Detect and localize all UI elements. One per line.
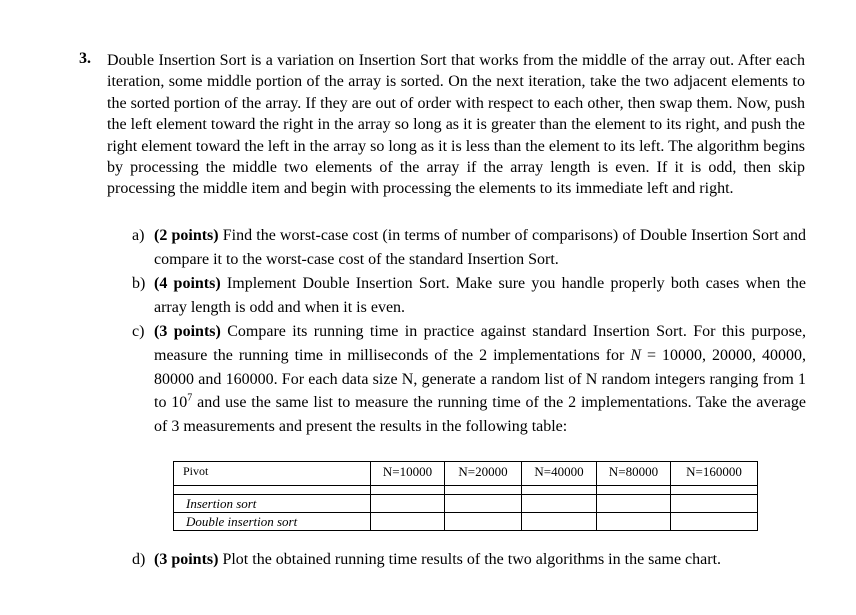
part-c-body-2: = 10000, 20000, 40000, 80000 and 160000. For each data size N, generate a random list of N random integers ranging from 1 to 10 (154, 346, 806, 412)
table-cell (445, 513, 522, 531)
table-col-header: N=40000 (522, 462, 597, 486)
part-b (132, 272, 806, 319)
part-c (132, 320, 806, 439)
part-c-exponent: 7 (187, 393, 193, 405)
part-b-points: (4 points) (154, 275, 221, 292)
table-header-label: Pivot (174, 462, 371, 486)
table-cell (671, 513, 758, 531)
part-a-body: Find the worst-case cost (in terms of number of comparisons) of Double Insertion Sort and compare it to the worst-case cost of the standard Insertion Sort. (154, 227, 807, 268)
table-col-header: N=10000 (371, 462, 445, 486)
table-cell (597, 513, 671, 531)
part-c-body-1: Compare its running time in practice against standard Insertion Sort. For this purpose, measure the running time in milliseconds of the 2 implementations for (154, 323, 806, 364)
part-d-text (154, 548, 806, 572)
table-row-label: Insertion sort (174, 495, 371, 513)
part-c-body-3: and use the same list to measure the running time of the 2 implementations. Take the average of 3 measurements and present the results in the following table: (154, 394, 806, 436)
part-c-var-n: N (630, 346, 642, 364)
part-d (132, 548, 806, 572)
table-spacer-row (174, 486, 758, 495)
table-cell (445, 486, 522, 495)
table-cell (522, 513, 597, 531)
part-a-points: (2 points) (154, 227, 219, 244)
table-col-header: N=20000 (445, 462, 522, 486)
table-cell (445, 495, 522, 513)
table-cell (371, 495, 445, 513)
part-a-text (154, 224, 806, 271)
table-row (174, 513, 758, 531)
part-b-body: Implement Double Insertion Sort. Make sure you handle properly both cases when the array length is odd and when it is even. (154, 275, 806, 316)
table-cell (597, 486, 671, 495)
part-d-body: Plot the obtained running time results of the two algorithms in the same chart. (218, 551, 722, 568)
part-a (132, 224, 806, 271)
part-c-label: c) (132, 323, 145, 340)
table-row-label: Double insertion sort (174, 513, 371, 531)
question-body: Double Insertion Sort is a variation on Insertion Sort that works from the middle of the array out. After each iteration, some middle portion of the array is sorted. On the next iteration, take the two adjacent elements to the sorted portion of the array. If they are out of order with respect to each other, then swap them. Now, push the left element toward the right in the array so long as it is greater than the element to its right, and push the right element toward the left in the array so long as it is less than the element to its left. The algorithm begins by processing the middle two elements of the array if the array length is even. If it is odd, then skip processing the middle item and begin with processing the elements to its immediate left and right. (107, 52, 805, 198)
table-col-header: N=160000 (671, 462, 758, 486)
part-c-text (154, 320, 806, 439)
table-header-row (174, 462, 758, 486)
table-cell (597, 495, 671, 513)
results-table (173, 461, 758, 531)
table-cell (522, 486, 597, 495)
table-cell (371, 486, 445, 495)
part-a-label: a) (132, 227, 145, 244)
part-d-points: (3 points) (154, 551, 219, 568)
part-d-label: d) (132, 551, 146, 568)
question-number: 3. (79, 50, 91, 67)
table-cell (371, 513, 445, 531)
table-cell (671, 486, 758, 495)
table-row (174, 495, 758, 513)
table-col-header: N=80000 (597, 462, 671, 486)
table-cell (522, 495, 597, 513)
part-b-label: b) (132, 275, 146, 292)
part-b-text (154, 272, 806, 319)
table-cell (174, 486, 371, 495)
part-c-points: (3 points) (154, 323, 221, 340)
table-cell (671, 495, 758, 513)
